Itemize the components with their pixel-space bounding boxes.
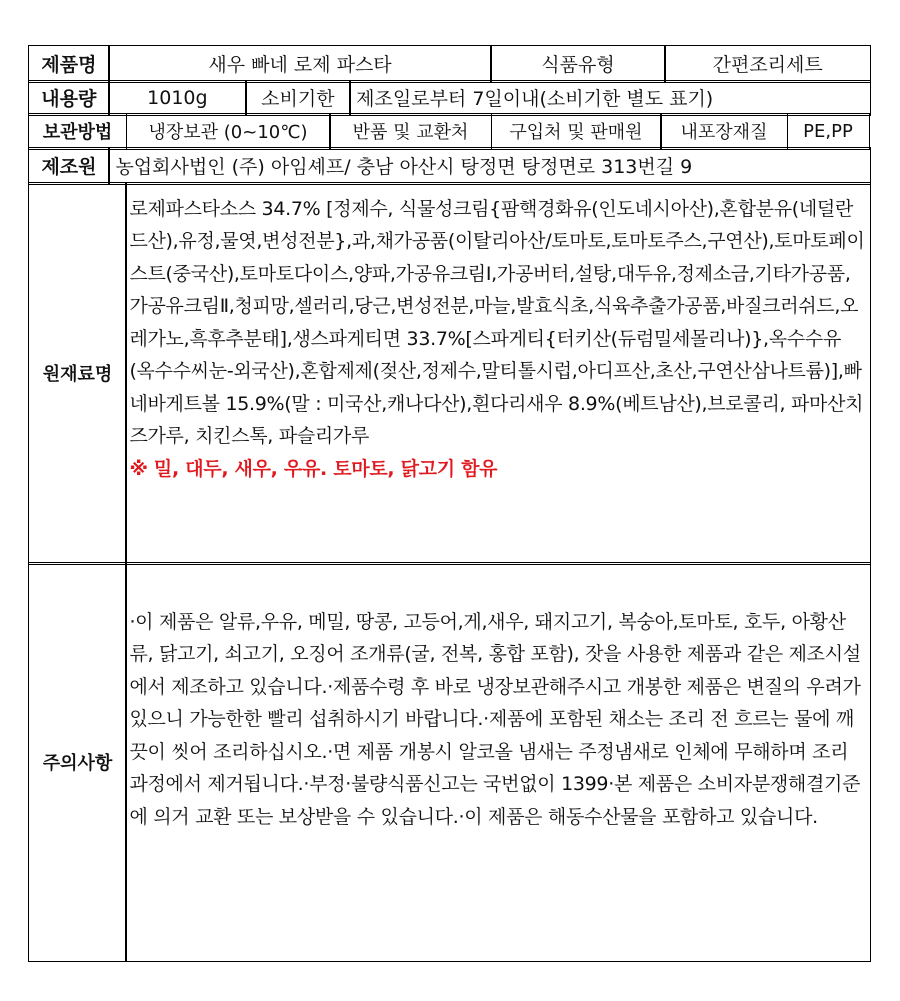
label-ingredients: 원재료명 [28,182,127,566]
row-manufacturer [28,148,871,185]
value-manufacturer: 농업회사법인 (주) 아임셰프/ 충남 아산시 탕정면 탕정면로 313번길 9 [108,147,871,186]
value-product-name: 새우 빠네 로제 파스타 [108,45,491,84]
label-product-name: 제품명 [28,45,110,84]
value-expiry: 제조일로부터 7일이내(소비기한 별도 표기) [349,80,871,117]
value-return: 구입처 및 판매원 [491,113,662,151]
label-expiry: 소비기한 [245,80,351,117]
caution-text: ·이 제품은 알류,우유, 메밀, 땅콩, 고등어,게,새우, 돼지고기, 복숭아,토마토, 호두, 아황산류, 닭고기, 쇠고기, 오징어 조개류(굴, 전복, 홍합 포함), 잣을 사용한 제품과 같은 제조시설에서 제조하고 있습니다.·제품수령 후 바로 냉장보관해주시고 개봉한 제품은 변질의 우려가 있으니 가능한한 빨리 섭취하시기 바랍니다.·제품에 포함된 채소는 조리 전 흐르는 물에 깨끗이 씻어 조리하십시오.·면 제품 개봉시 알코올 냄새는 주정냄새로 인체에 무해하며 조리과정에서 제거됩니다.·부정·불량식품신고는 국번없이 1399·본 제품은 소비자분쟁해결기준에 의거 교환 또는 보상받을 수 있습니다.·이 제품은 해동수산물을 포함하고 있습니다. [129,610,861,828]
label-food-type: 식품유형 [490,45,666,84]
label-manufacturer: 제조원 [28,147,110,186]
label-content-amount: 내용량 [28,80,110,117]
ingredients-text: 로제파스타소스 34.7% [정제수, 식물성크림{팜핵경화유(인도네시아산),혼합분유(네덜란드산),유정,물엿,변성전분},과,채가공품(이탈리아산/토마토,토마토주스,구연산),토마토페이스트(중국산),토마토다이스,양파,가공유크림Ⅰ,가공버터,설탕,대두유,정제소금,기타가공품,가공유크림Ⅱ,청피망,셀러리,당근,변성전분,마늘,발효식초,식육추출가공품,바질크러쉬드,오레가노,흑후추분태],생스파게티면 33.7%[스파게티{터키산(듀럼밀세몰리나)},옥수수유(옥수수씨눈-외국산),혼합제제(젖산,정제수,말티톨시럽,아디프산,초산,구연산삼나트륨)],빠네바게트볼 15.9%(말 : 미국산,캐나다산),흰다리새우 8.9%(베트남산),브로콜리, 파마산치즈가루, 치킨스톡, 파슬리가루 [129,197,865,447]
label-packaging: 내포장재질 [660,113,788,151]
row-caution [28,563,871,962]
row-content-amount [28,81,871,116]
allergen-warning: ※ 밀, 대두, 새우, 우유. 토마토, 닭고기 함유 [129,457,498,480]
value-food-type: 간편조리세트 [664,45,871,84]
value-storage: 냉장보관 (0~10℃) [126,113,331,151]
row-storage [28,114,871,150]
label-return: 반품 및 교환처 [329,113,492,151]
value-content-amount: 1010g [108,80,246,117]
row-product-name [28,46,871,83]
value-packaging: PE,PP [787,113,870,151]
row-ingredients [28,183,871,565]
label-caution: 주의사항 [28,562,127,963]
caution-cell [125,562,871,963]
label-storage: 보관방법 [28,113,127,151]
ingredients-cell [125,182,871,566]
